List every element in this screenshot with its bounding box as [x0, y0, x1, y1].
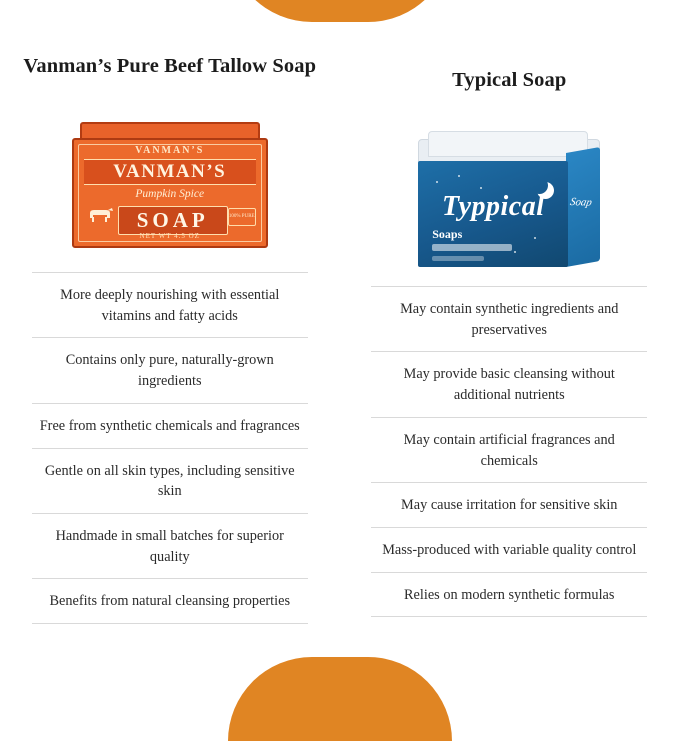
comparison-column-vanmans [0, 40, 340, 624]
comparison-column-typical [340, 40, 679, 624]
feature-list-typical [371, 286, 647, 617]
box-side-text: Soap [569, 196, 593, 209]
box-label-bar-1 [432, 244, 512, 251]
comparison-table [0, 40, 679, 624]
box-product-word: SOAP [118, 206, 228, 235]
product-image-vanmans [72, 110, 268, 260]
list-item: Relies on modern synthetic formulas [371, 572, 647, 618]
typical-soap-box-graphic [416, 131, 602, 267]
box-brand-sub-text: Soaps [432, 227, 462, 242]
box-front-face [72, 138, 268, 248]
list-item: May contain synthetic ingredients and preservatives [371, 286, 647, 351]
bottom-decorative-arc [228, 657, 452, 741]
list-item: May contain artificial fragrances and chemicals [371, 417, 647, 482]
list-item: May cause irritation for sensitive skin [371, 482, 647, 527]
box-brand-main-text: VANMAN’S [84, 159, 256, 185]
purity-badge: 100% PURE [228, 208, 256, 226]
list-item: Gentle on all skin types, including sensitive skin [32, 448, 308, 513]
list-item: May provide basic cleansing without additional nutrients [371, 351, 647, 416]
box-front-face [418, 161, 568, 267]
product-image-typical [416, 124, 602, 274]
box-brand-main-text: Typpical [418, 191, 568, 223]
box-side-face [566, 147, 600, 267]
feature-list-vanmans [32, 272, 308, 624]
vanmans-soap-box-graphic [72, 122, 268, 248]
list-item: More deeply nourishing with essential vitamins and fatty acids [32, 272, 308, 337]
cow-icon [86, 204, 116, 224]
list-item: Contains only pure, naturally-grown ingredients [32, 337, 308, 402]
list-item: Mass-produced with variable quality control [371, 527, 647, 572]
column-title-typical: Typical Soap [452, 54, 566, 120]
column-title-vanmans: Vanman’s Pure Beef Tallow Soap [23, 54, 316, 106]
box-label-bar-2 [432, 256, 484, 261]
box-variant-text: Pumpkin Spice [74, 188, 266, 200]
box-weight-text: NET WT 4.5 OZ [74, 232, 266, 240]
list-item: Benefits from natural cleansing properties [32, 578, 308, 624]
list-item: Handmade in small batches for superior quality [32, 513, 308, 578]
box-lid-front [428, 131, 588, 157]
box-brand-top-text: VANMAN’S [74, 145, 266, 156]
list-item: Free from synthetic chemicals and fragrances [32, 403, 308, 448]
top-decorative-arc [228, 0, 452, 22]
